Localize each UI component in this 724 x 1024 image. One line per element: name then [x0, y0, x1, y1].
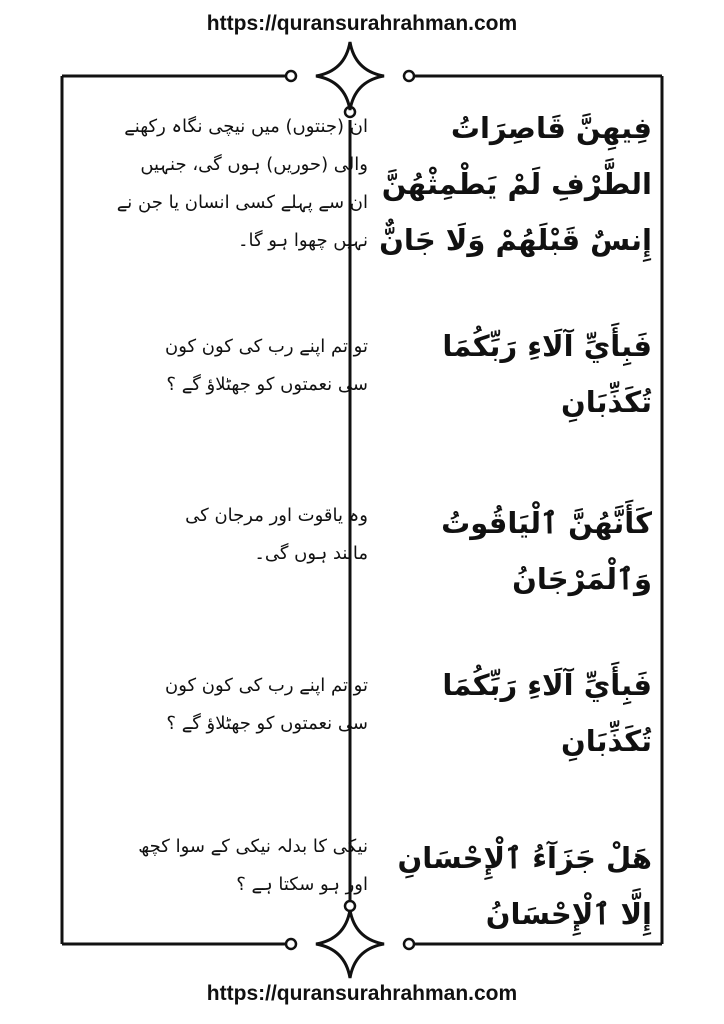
urdu-line: نیکی کا بدلہ نیکی کے سوا کچھ	[138, 836, 368, 857]
urdu-translation	[108, 828, 368, 904]
urdu-line: ان سے پہلے کسی انسان یا جن نے	[116, 192, 368, 213]
arabic-line: وَٱلْمَرْجَانُ	[512, 562, 652, 596]
urdu-line: نہیں چھوا ہو گا۔	[237, 230, 368, 251]
arabic-line: فَبِأَيِّ آلَاءِ رَبِّكُمَا	[442, 329, 652, 363]
arabic-line: تُكَذِّبَانِ	[560, 724, 652, 758]
urdu-translation	[108, 328, 368, 404]
urdu-translation	[108, 667, 368, 743]
urdu-line: اور ہو سکتا ہے ؟	[236, 874, 368, 895]
site-url-top: https://quransurahrahman.com	[206, 12, 518, 35]
arabic-line: الطَّرْفِ لَمْ يَطْمِثْهُنَّ	[381, 167, 652, 201]
urdu-translation	[108, 108, 368, 260]
arabic-verse	[442, 318, 652, 430]
frame-dot-icon	[286, 71, 296, 81]
urdu-line: تو تم اپنے رب کی کون کون	[164, 675, 368, 696]
arabic-line: إِلَّا ٱلْإِحْسَانُ	[485, 897, 652, 931]
urdu-line: تو تم اپنے رب کی کون کون	[164, 336, 368, 357]
urdu-line: ان (جنتوں) میں نیچی نگاہ رکھنے	[124, 116, 368, 137]
verse-row	[68, 495, 658, 625]
verse-row	[68, 318, 658, 448]
arabic-line: تُكَذِّبَانِ	[560, 385, 652, 419]
arabic-line: هَلْ جَزَآءُ ٱلْإِحْسَانِ	[397, 841, 652, 875]
site-url-bottom: https://quransurahrahman.com	[206, 982, 518, 1005]
urdu-line: سی نعمتوں کو جھٹلاؤ گے ؟	[166, 374, 368, 395]
frame-dot-icon	[404, 71, 414, 81]
urdu-line: والی (حوریں) ہوں گی، جنہیں	[140, 154, 368, 175]
verse-row	[68, 830, 658, 950]
urdu-line: مانند ہوں گی۔	[254, 543, 368, 564]
arabic-line: كَأَنَّهُنَّ ٱلْيَاقُوتُ	[441, 506, 652, 540]
arabic-verse	[441, 495, 652, 607]
urdu-translation	[108, 497, 368, 573]
verse-row	[68, 100, 658, 280]
urdu-line: سی نعمتوں کو جھٹلاؤ گے ؟	[166, 713, 368, 734]
arabic-line: فَبِأَيِّ آلَاءِ رَبِّكُمَا	[442, 668, 652, 702]
arabic-verse	[442, 657, 652, 769]
arabic-verse	[397, 830, 652, 942]
verse-row	[68, 657, 658, 787]
arabic-line: فِيهِنَّ قَاصِرَاتُ	[450, 111, 652, 145]
arabic-verse	[379, 100, 652, 268]
arabic-line: إِنسٌ قَبْلَهُمْ وَلَا جَانٌّ	[379, 223, 652, 257]
urdu-line: وہ یاقوت اور مرجان کی	[185, 505, 368, 526]
